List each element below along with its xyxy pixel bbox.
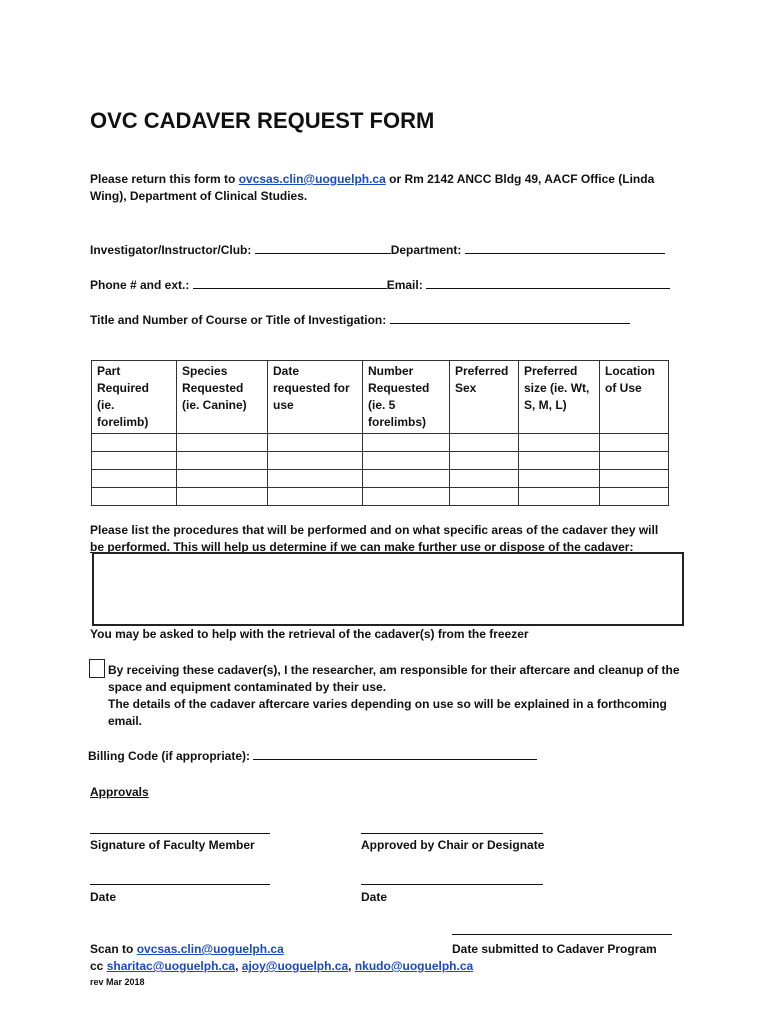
chair-signature-line[interactable] [361,833,543,834]
course-field[interactable] [390,311,630,324]
revision-note: rev Mar 2018 [90,977,145,987]
agreement-text: By receiving these cadaver(s), I the researcher, am responsible for their aftercare and cleanup of the space and equipment contaminated by their use. The details of the cadaver aftercare varies depending on use so will be explained in a forthcoming email. [108,663,680,728]
submission-date-line[interactable] [452,934,672,935]
retrieval-note: You may be asked to help with the retrieval of the cadaver(s) from the freezer [90,627,529,641]
request-table [91,360,669,506]
cc-email-link-3[interactable]: nkudo@uoguelph.ca [354,959,474,973]
table-row [92,452,669,470]
date-right-label: Date [361,890,388,904]
department-field[interactable] [465,241,665,254]
header-sex: Preferred Sex [450,361,519,434]
investigator-label: Investigator/Instructor/Club: [90,243,252,257]
header-part: Part Required (ie. forelimb) [92,361,177,434]
table-row [92,434,669,452]
header-size: Preferred size (ie. Wt, S, M, L) [519,361,600,434]
agreement-checkbox[interactable] [89,659,105,678]
faculty-signature-label: Signature of Faculty Member [90,838,255,852]
phone-field[interactable] [193,276,387,289]
cc-email-link-1[interactable]: sharitac@uoguelph.ca [106,959,236,973]
course-row [90,311,630,329]
chair-signature-label: Approved by Chair or Designate [361,838,545,852]
faculty-signature-line[interactable] [90,833,270,834]
scan-email-link[interactable]: ovcsas.clin@uoguelph.ca [136,942,284,956]
department-label: Department: [390,243,462,257]
return-text-post: or Rm 2142 ANCC Bldg 49, AACF Office (Linda [385,172,655,186]
phone-label: Phone # and ext.: [90,278,190,292]
table-row [92,470,669,488]
investigator-row [90,241,665,259]
table-header-row [92,361,669,434]
table-row [92,488,669,506]
form-title: OVC CADAVER REQUEST FORM [90,108,435,133]
return-email-link[interactable]: ovcsas.clin@uoguelph.ca [238,172,386,186]
return-text-dept: Wing), Department of Clinical Studies. [90,189,308,203]
procedures-line-2: be performed. This will help us determine if we can make further use or dispose of the cadaver: [90,540,634,554]
header-number: Number Requested (ie. 5 forelimbs) [363,361,450,434]
procedures-prompt [90,522,658,556]
cc-email-link-2[interactable]: ajoy@uoguelph.ca [241,959,349,973]
billing-row [88,747,537,765]
billing-field[interactable] [253,747,537,760]
cc-line: cc sharitac@uoguelph.ca, ajoy@uoguelph.ca, nkudo@uoguelph.ca [90,959,474,973]
email-label: Email: [386,278,423,292]
phone-row [90,276,670,294]
header-date: Date requested for use [268,361,363,434]
submission-date-label: Date submitted to Cadaver Program [452,942,657,956]
header-species: Species Requested (ie. Canine) [177,361,268,434]
return-text-pre: Please return this form to [90,172,239,186]
procedures-line-1: Please list the procedures that will be performed and on what specific areas of the cadaver they will [90,523,659,537]
billing-label: Billing Code (if appropriate): [88,749,250,763]
investigator-field[interactable] [255,241,391,254]
email-field[interactable] [426,276,670,289]
procedures-textbox[interactable] [92,552,684,626]
date-left-label: Date [90,890,117,904]
date-right-line[interactable] [361,884,543,885]
date-left-line[interactable] [90,884,270,885]
header-location: Location of Use [600,361,669,434]
course-label: Title and Number of Course or Title of Investigation: [90,313,387,327]
return-instructions [90,171,654,205]
approvals-heading: Approvals [90,785,149,799]
scan-to-line: Scan to ovcsas.clin@uoguelph.ca [90,942,284,956]
